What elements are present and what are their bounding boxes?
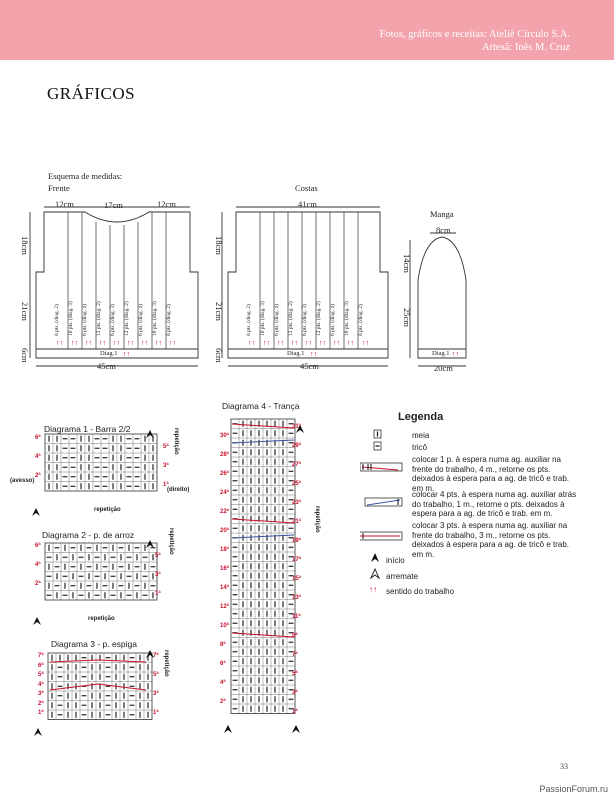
front-column-label: 10 pts. (diag. 3) [68,301,74,336]
d2-row-label: 6ª [35,543,41,549]
front-column-label: 10 pts. (diag. 3) [152,301,158,336]
diagram-1-title: Diagrama 1 - Barra 2/2 [44,424,131,434]
svg-text:↑↑: ↑↑ [169,339,176,347]
front-label: Frente [48,183,70,193]
legend-meia: meia [412,431,430,440]
d1-repeticao: repetição [173,428,179,455]
diagram-4-grid [231,419,295,714]
svg-text:↑↑: ↑↑ [277,339,284,347]
svg-text:↑↑: ↑↑ [99,339,106,347]
start-arrow-icon [32,508,40,516]
diagram-2-title: Diagrama 2 - p. de arroz [42,530,135,540]
svg-text:↑↑: ↑↑ [310,350,317,358]
start-arrow-icon [33,617,41,625]
legend-trico: tricô [412,443,428,452]
svg-text:↑↑: ↑↑ [347,339,354,347]
d3-row-label: 1ª [38,710,44,716]
back-column-label: 12 pts. (diag. 2) [288,301,294,336]
d4-row-label: 2ª [220,699,226,705]
d4-row-label: 7ª [292,652,298,658]
d3-row-label: 5ª [153,672,159,678]
front-column-label: 8 pts. (diag. 2) [166,304,172,336]
back-band-label: Diag.1 [287,350,305,357]
d4-row-label: 18ª [220,547,229,553]
d3-row-label: 2ª [38,700,44,707]
legend-cross-front-3-3: colocar 3 pts. à espera numa ag. auxiliar na frente do trabalho, 3 m., retorne os pts. deixados à espera para a ag. de tricô e trab. em m. [412,521,569,559]
d1-row-label: 2ª [35,473,41,479]
svg-text:↑↑: ↑↑ [127,339,134,347]
svg-text:↑↑: ↑↑ [56,339,63,347]
sleeve-top: 8cm [436,225,451,235]
svg-text:↑↑: ↑↑ [452,350,459,358]
front-width-bottom: 45cm [97,361,116,371]
sleeve-label: Manga [430,209,454,219]
page-title: GRÁFICOS [47,84,136,103]
d4-row-label: 26ª [220,471,229,477]
sleeve-height-cap: 14cm [402,254,412,273]
d3-row-label: 7ª [153,653,159,659]
d4-row-label: 11ª [292,614,301,620]
d4-row-label: 31ª [292,424,301,430]
d4-row-label: 14ª [220,585,229,591]
svg-text:↑↑: ↑↑ [155,339,162,347]
back-column-label: 12 pts. (diag. 2) [316,301,322,336]
diagram-3-title: Diagrama 3 - p. espiga [51,639,137,649]
d1-row-label: 4ª [35,454,41,460]
back-column-label: 10 pts. (diag. 3) [260,301,266,336]
back-column-label: 6 pts. (diag. 3) [302,304,308,336]
legend-cross-front-1-4: colocar 1 p. à espera numa ag. auxiliar na frente do trabalho, 4 m., retorne os pts. deixados à espera para a ag. de tricô e trab. em m. [412,455,569,493]
front-column-label: 6 pts. (diag. 4) [82,304,88,336]
d4-row-label: 24ª [220,490,229,496]
watermark: PassionForum.ru [539,784,608,794]
d3-row-label: 4ª [38,681,44,688]
legend-title: Legenda [398,411,444,423]
svg-text:↑↑: ↑↑ [362,339,369,347]
d2-repeticao-bottom: repetição [88,616,115,622]
d4-row-label: 5ª [292,671,298,677]
start-arrow-icon [292,725,300,733]
d3-row-label: 1ª [153,710,159,716]
svg-text:↑↑: ↑↑ [248,339,255,347]
page-number: 33 [560,762,568,771]
start-arrow-icon [224,725,232,733]
schema-heading: Esquema de medidas: [48,171,123,181]
svg-text:↑↑: ↑↑ [123,350,130,358]
d4-row-label: 3ª [292,690,298,696]
d4-row-label: 9ª [292,633,298,639]
diagram-4-title: Diagrama 4 - Trança [222,401,300,411]
front-column-label: 6 pts. (diag. 3) [110,304,116,336]
d4-row-label: 20ª [220,528,229,534]
d1-direito-label: (direito) [167,487,190,493]
svg-text:↑↑: ↑↑ [319,339,326,347]
back-column-label: 6 pts. (diag. 4) [330,304,336,336]
svg-text:↑↑: ↑↑ [263,339,270,347]
front-height-armhole: 18cm [20,236,30,255]
back-column-label: 8 pts. (diag. 2) [246,304,252,336]
d4-row-label: 8ª [220,642,226,648]
d3-row-label: 7ª [38,653,44,659]
d2-row-label: 5ª [155,553,161,559]
legend-arremate: arremate [386,572,419,581]
back-width-bottom: 45cm [300,361,319,371]
svg-text:↑↑: ↑↑ [305,339,312,347]
legend-inicio: início [386,556,405,565]
d4-row-label: 13ª [292,595,301,601]
back-column-label: 6 pts. (diag. 4) [274,304,280,336]
d4-row-label: 22ª [220,509,229,515]
start-arrow-icon [34,728,42,736]
d4-row-label: 23ª [292,500,301,506]
d4-row-label: 25ª [292,481,301,487]
svg-text:↑↑: ↑↑ [333,339,340,347]
d4-row-label: 17ª [292,557,301,563]
back-width: 41cm [298,199,317,209]
d3-row-label: 3ª [153,691,159,697]
d4-row-label: 30ª [220,433,229,439]
d4-row-label: 15ª [292,576,301,582]
d4-row-label: 29ª [292,443,301,449]
diagram-3-grid [48,653,152,720]
d2-row-label: 1ª [155,591,161,597]
d4-row-label: 19ª [292,538,301,544]
d4-row-label: 10ª [220,623,229,629]
svg-text:↑↑: ↑↑ [71,339,78,347]
front-column-label: 12 pts. (diag. 2) [96,301,102,336]
svg-text:↑↑: ↑↑ [369,585,377,594]
diagram-2-grid [45,543,157,600]
svg-text:↑↑: ↑↑ [141,339,148,347]
front-width-shoulder-right: 12cm [157,199,176,209]
d1-row-label: 6ª [35,435,41,441]
front-width-shoulder-left: 12cm [55,199,74,209]
back-height-armhole: 18cm [214,236,224,255]
d1-avesso-label: (avesso) [10,478,35,484]
d1-row-label: 1ª [163,482,169,488]
front-height-band: 6cm [20,348,30,363]
d3-row-label: 5ª [38,672,44,678]
front-height-body: 21cm [20,302,30,321]
d4-row-label: 6ª [220,661,226,667]
sleeve-band-label: Diag.1 [432,350,450,357]
back-height-body: 21cm [214,302,224,321]
d2-row-label: 4ª [35,562,41,568]
d2-row-label: 2ª [35,581,41,587]
d3-row-label: 6ª [38,662,44,669]
d2-row-label: 3ª [155,572,161,578]
d4-repeticao: repetição [314,506,320,533]
d4-row-label: 16ª [220,566,229,572]
sleeve-height-body: 25cm [402,308,412,327]
back-height-band: 6cm [214,348,224,363]
back-label: Costas [295,183,318,193]
d3-repeticao: repetição [163,650,169,677]
d4-row-label: 27ª [292,462,301,468]
back-column-label: 10 pts. (diag. 3) [344,301,350,336]
svg-text:↑↑: ↑↑ [291,339,298,347]
d1-row-label: 5ª [163,444,169,450]
d4-row-label: 1ª [292,709,298,715]
d1-repeticao-bottom: repetição [94,507,121,513]
front-band-label: Diag.1 [100,350,118,357]
svg-text:↑↑: ↑↑ [113,339,120,347]
d4-row-label: 21ª [292,519,301,525]
d2-repeticao: repetição [168,528,174,555]
back-column-label: 8 pts. (diag. 2) [358,304,364,336]
d1-row-label: 3ª [163,463,169,469]
d3-row-label: 3ª [38,691,44,697]
d4-row-label: 28ª [220,452,229,458]
front-width-neck: 17cm [104,200,123,210]
d4-row-label: 4ª [220,680,226,686]
legend-cross-back-4-1: colocar 4 pts. à espera numa ag. auxiliar atrás do trabalho, 1 m., retorne o pts. deixados à espera para a ag. de tricô e trab. em m. [412,490,577,518]
front-column-label: 8 pts. (diag. 2) [54,304,60,336]
front-column-label: 6 pts. (diag. 4) [138,304,144,336]
credits-line-2: Artesã: Inês M. Cruz [481,42,570,53]
front-column-label: 12 pts. (diag. 2) [124,301,130,336]
sleeve-width-bottom: 20cm [434,363,453,373]
credits-line-1: Fotos, gráficos e receitas: Ateliê Círculo S.A. [379,29,570,40]
diagram-1-grid [45,434,157,491]
svg-text:↑↑: ↑↑ [85,339,92,347]
d4-row-label: 12ª [220,604,229,610]
legend-sentido: sentido do trabalho [386,587,455,596]
